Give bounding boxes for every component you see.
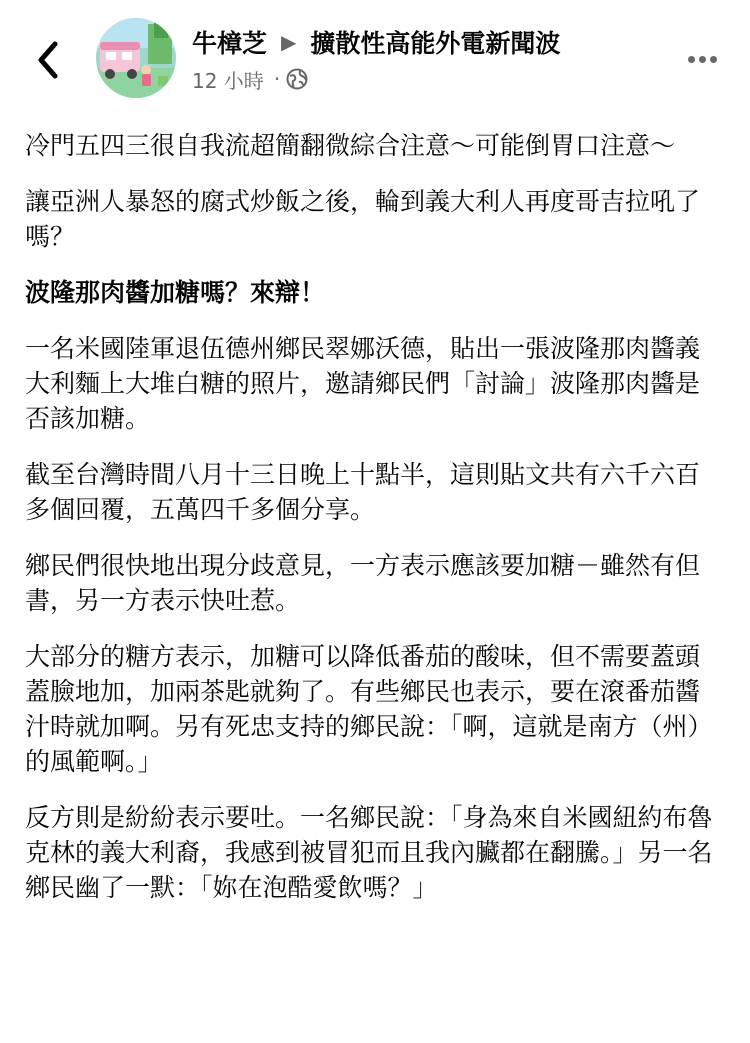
arrow-right-icon: ▶ xyxy=(281,30,297,54)
more-options-button[interactable] xyxy=(682,42,722,76)
post-body xyxy=(25,128,720,926)
post-title xyxy=(192,22,560,62)
post-paragraph: 反方則是紛紛表示要吐。一名鄉民說：「身為來自米國紐約布魯克林的義大利裔，我感到被冒犯而且我內臟都在翻騰。」另一名鄉民幽了一默：「妳在泡酷愛飲嗎？」 xyxy=(25,803,713,902)
post-time[interactable]: 12 小時 xyxy=(192,68,264,93)
avatar-image xyxy=(96,18,176,98)
back-button[interactable] xyxy=(28,38,68,82)
post-paragraph: 截至台灣時間八月十三日晚上十點半，這則貼文共有六千六百多個回覆，五萬四千多個分享。 xyxy=(25,460,701,524)
more-dot xyxy=(710,56,717,63)
post-paragraph: 讓亞洲人暴怒的腐式炒飯之後，輪到義大利人再度哥吉拉吼了嗎？ xyxy=(25,187,701,251)
post-paragraph: 鄉民們很快地出現分歧意見，一方表示應該要加糖－雖然有但書，另一方表示快吐惹。 xyxy=(25,551,701,615)
post-paragraph: 一名米國陸軍退伍德州鄉民翠娜沃德，貼出一張波隆那肉醬義大利麵上大堆白糖的照片，邀請鄉民們「討論」波隆那肉醬是否該加糖。 xyxy=(25,334,701,433)
globe-icon[interactable] xyxy=(286,68,308,90)
more-dot xyxy=(699,56,706,63)
author-avatar[interactable] xyxy=(96,18,176,98)
post-subheading: 波隆那肉醬加糖嗎？來辯！ xyxy=(25,278,326,307)
post-paragraph: 大部分的糖方表示，加糖可以降低番茄的酸味，但不需要蓋頭蓋臉地加，加兩茶匙就夠了。有些鄉民也表示，要在滾番茄醬汁時就加啊。另有死忠支持的鄉民說：「啊，這就是南方（州）的風範啊。」 xyxy=(25,642,713,776)
meta-separator: · xyxy=(273,67,281,91)
post-header xyxy=(0,0,750,118)
chevron-left-icon xyxy=(35,40,61,80)
post-meta xyxy=(192,64,308,94)
post-paragraph: 冷門五四三很自我流超簡翻微綜合注意～可能倒胃口注意～ xyxy=(25,131,676,160)
more-dot xyxy=(688,56,695,63)
group-name[interactable]: 擴散性高能外電新聞波 xyxy=(310,29,561,58)
author-name[interactable]: 牛樟芝 xyxy=(192,29,268,58)
